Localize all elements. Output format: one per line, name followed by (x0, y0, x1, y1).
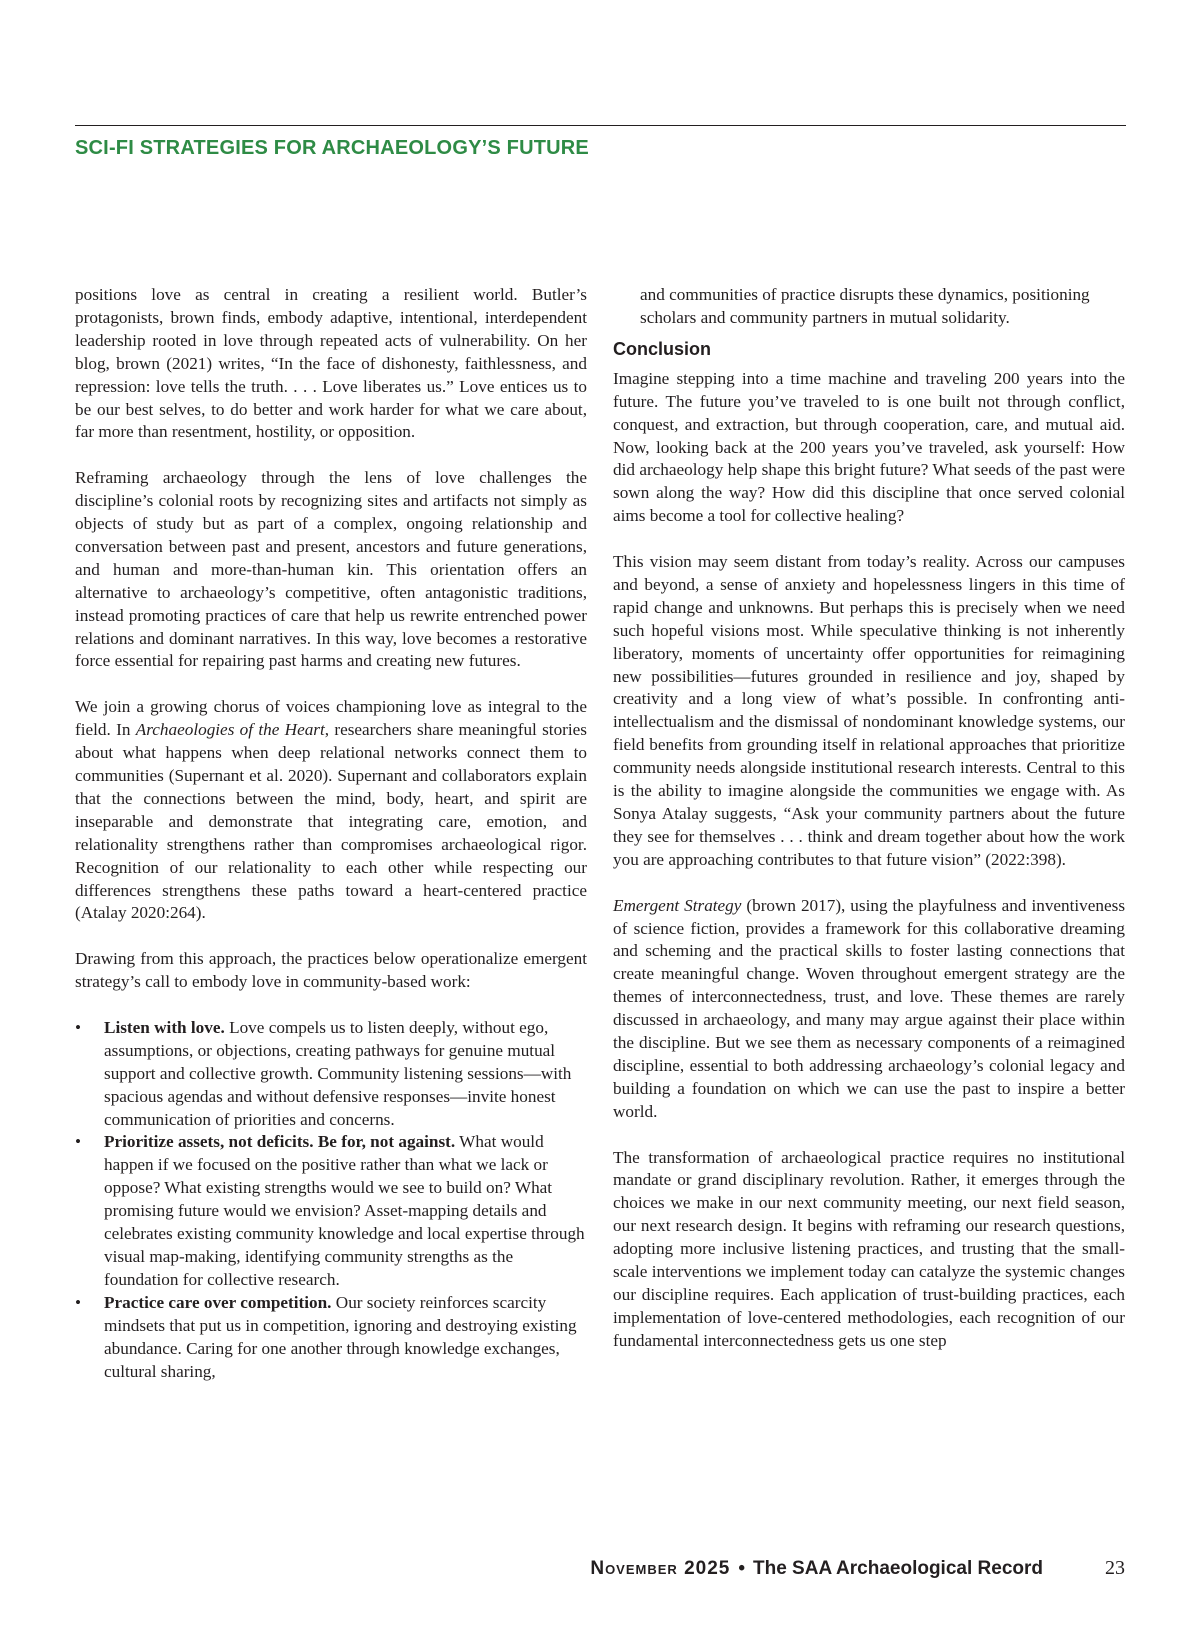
list-item (75, 1131, 587, 1291)
list-item (75, 1292, 587, 1384)
practices-list (75, 1017, 587, 1384)
list-item-lead: Listen with love. (104, 1017, 225, 1037)
paragraph: Imagine stepping into a time machine and traveling 200 years into the future. The future you’ve traveled to is one built not through conflict, conquest, and extraction, but through cooperation, care, and mutual aid. Now, looking back at the 200 years you’ve traveled, ask yourself: How did archaeology help shape this bright future? What seeds of the past were sown along the way? How did this discipline that once served colonial aims become a tool for collective healing? (613, 368, 1125, 526)
page-footer (590, 1557, 1125, 1580)
paragraph: This vision may seem distant from today’s reality. Across our campuses and beyond, a sense of anxiety and hopelessness lingers in this time of rapid change and unknowns. But perhaps this is precisely when we need such hopeful visions most. While speculative thinking is not inherently liberatory, moments of uncertainty offer opportunities for reimagining new possibilities—futures grounded in resilience and joy, shaped by creativity and a long view of what’s possible. In confronting anti-intellectualism and the dismissal of nondominant knowledge systems, our field benefits from grounding itself in relational approaches that prioritize community needs alongside institutional research interests. Central to this is the ability to imagine alongside the communities we engage with. As Sonya Atalay suggests, “Ask your community partners about the future they see for themselves . . . think and dream together about how the work you are approaching contributes to that future vision” (2022:398). (613, 552, 1125, 869)
bullet-icon: • (75, 1292, 82, 1312)
list-item-lead: Prioritize assets, not deficits. Be for, not against. (104, 1132, 456, 1152)
paragraph: The transformation of archaeological practice requires no institutional mandate or grand disciplinary revolution. Rather, it emerges through the choices we make in our next community meeting, our next field season, our next research design. It begins with reframing our research questions, adopting more inclusive listening practices, and trusting that the small-scale interventions we implement today can catalyze the systemic changes our discipline requires. Each application of trust-building practices, each implementation of love-centered methodologies, each recognition of our fundamental interconnectedness gets us one step (613, 1147, 1125, 1350)
list-continuation: and communities of practice disrupts these dynamics, positioning scholars and community partners in mutual solidarity. (640, 285, 1090, 327)
bullet-icon: • (75, 1132, 82, 1152)
book-title: Archaeologies of the Heart (135, 720, 325, 740)
list-item-text: Our society reinforces scarcity mindsets that put us in competition, ignoring and destroying existing abundance. Caring for one another through knowledge exchanges, cultural sharing, (104, 1292, 577, 1381)
paragraph: Drawing from this approach, the practices below operationalize emergent strategy’s call to embody love in community-based work: (75, 949, 587, 992)
footer-separator: • (738, 1558, 745, 1579)
page-number: 23 (1105, 1557, 1125, 1579)
list-item-text: Love compels us to listen deeply, without ego, assumptions, or objections, creating pathways for genuine mutual support and collective growth. Community listening sessions—with spacious agendas and without defensive responses—invite honest communication of priorities and concerns. (104, 1017, 572, 1129)
conclusion-heading: Conclusion (613, 338, 711, 359)
list-item (75, 1017, 587, 1132)
list-item-lead: Practice care over competition. (104, 1292, 332, 1312)
section-title: SCI-FI STRATEGIES FOR ARCHAEOLOGY’S FUTURE (75, 137, 589, 159)
issue-date: November 2025 (590, 1558, 731, 1579)
paragraph: We join a growing chorus of voices championing love as integral to the field. In Archaeologies of the Heart, researchers share meaningful stories about what happens when deep relational networks connect them to communities (Supernant et al. 2020). Supernant and collaborators explain that the connections between the mind, body, heart, and spirit are inseparable and demonstrate that integrating care, emotion, and relationality strengthens rather than compromises archaeological rigor. Recognition of our relationality to each other while respecting our differences strengthens these paths toward a heart-centered practice (Atalay 2020:264). (75, 697, 587, 923)
journal-name: The SAA Archaeological Record (753, 1558, 1043, 1579)
right-column (613, 284, 1125, 1353)
list-item-text: What would happen if we focused on the positive rather than what we lack or oppose? What existing strengths would we see to build on? What promising future would we envision? Asset-mapping details and celebrates existing community knowledge and local expertise through visual map-making, identifying community strengths as the foundation for collective research. (104, 1132, 585, 1289)
header-rule (75, 125, 1126, 126)
bullet-icon: • (75, 1017, 82, 1037)
left-column (75, 284, 587, 1383)
paragraph: Emergent Strategy (brown 2017), using the playfulness and inventiveness of science fiction, provides a framework for this collaborative dreaming and scheming and the practical skills to foster lasting connections that create meaningful change. Woven throughout emergent strategy are the themes of interconnectedness, trust, and love. These themes are rarely discussed in archaeology, and many may argue against their place within the discipline. But we see them as necessary components of a reimagined discipline, essential to both addressing archaeology’s colonial legacy and building a foundation on which we can use the past to inspire a better world. (613, 895, 1126, 1121)
paragraph: Reframing archaeology through the lens of love challenges the discipline’s colonial roots by recognizing sites and artifacts not simply as objects of study but as part of a complex, ongoing relationship and conversation between past and present, ancestors and future generations, and human and more-than-human kin. This orientation offers an alternative to archaeology’s competitive, often antagonistic traditions, instead promoting practices of care that help us rewrite entrenched power relations and dominant narratives. In this way, love becomes a restorative force essential for repairing past harms and creating new futures. (75, 468, 587, 671)
book-title: Emergent Strategy (613, 895, 742, 915)
paragraph: positions love as central in creating a resilient world. Butler’s protagonists, brown finds, embody adaptive, intentional, interdependent leadership rooted in love through repeated acts of vulnerability. On her blog, brown (2021) writes, “In the face of dishonesty, faithlessness, and repression: love tells the truth. . . . Love liberates us.” Love entices us to be our best selves, to do better and work harder for what we care about, far more than resentment, hostility, or opposition. (75, 285, 587, 442)
